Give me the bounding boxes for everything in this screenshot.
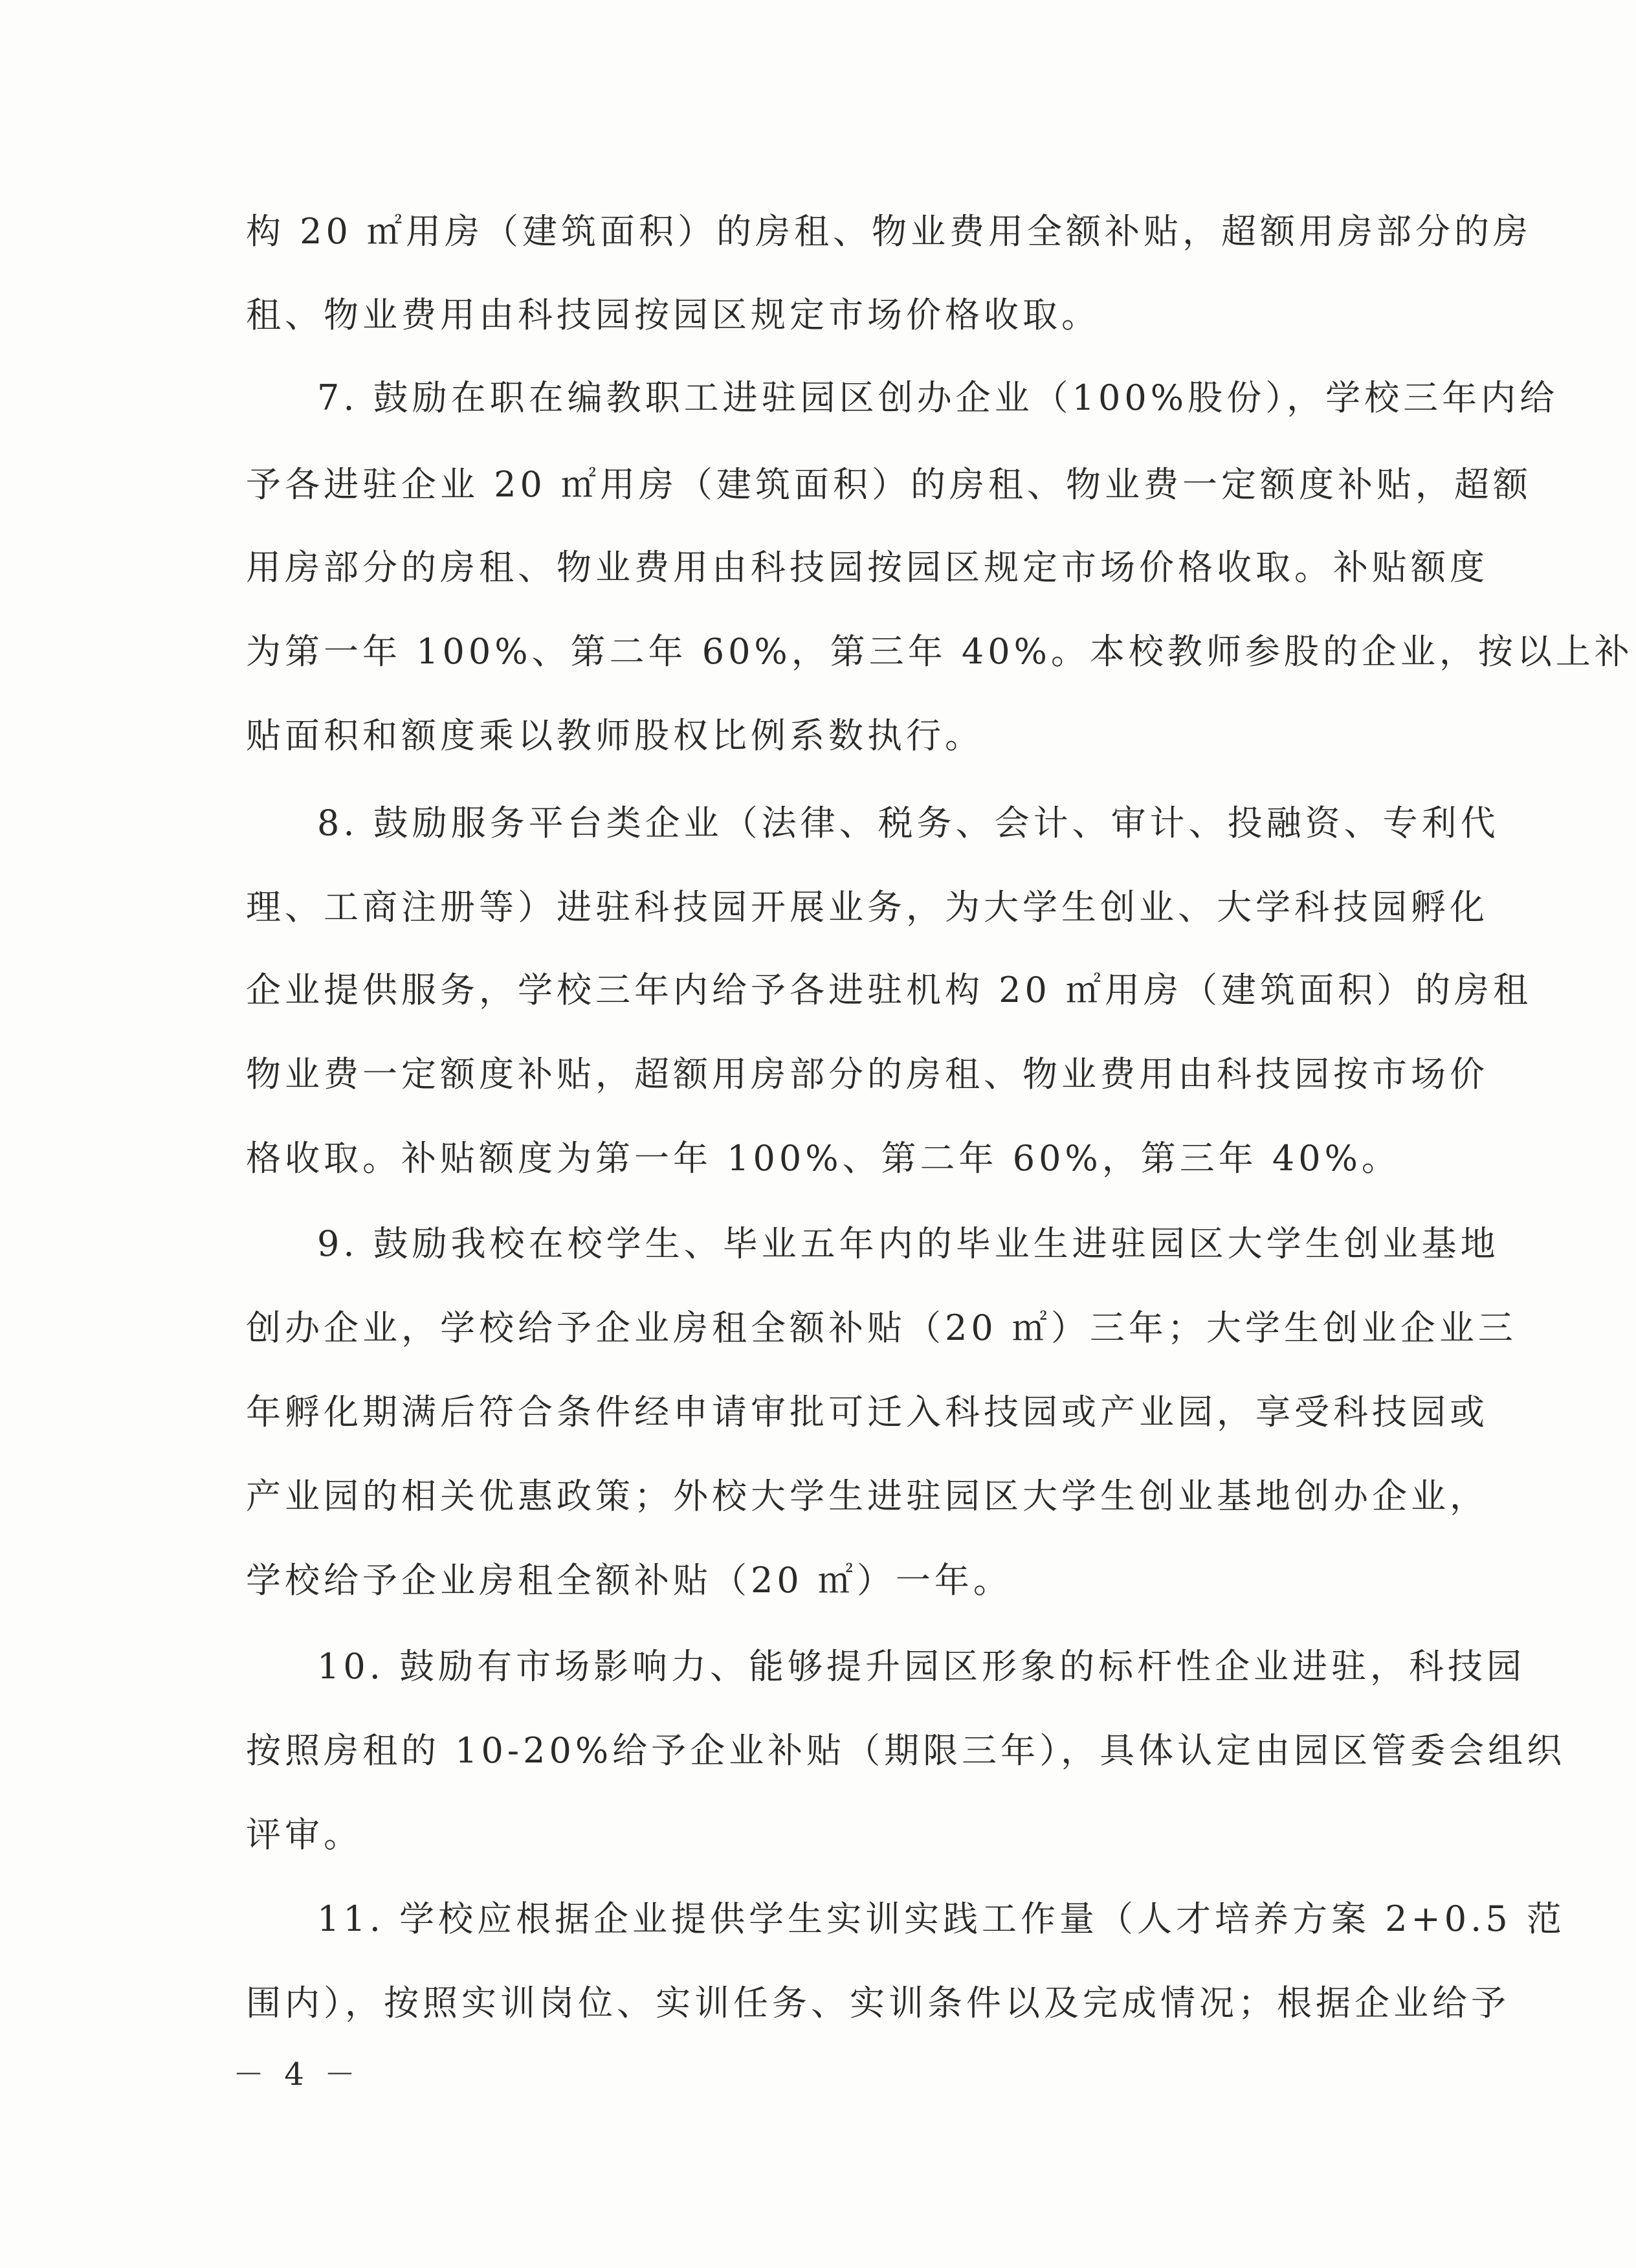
text-line: 按照房租的 10-20%给予企业补贴（期限三年），具体认定由园区管委会组织 (246, 1730, 1566, 1771)
text-line: 围内），按照实训岗位、实训任务、实训条件以及完成情况；根据企业给予 (246, 1983, 1510, 2023)
text-line: 企业提供服务，学校三年内给予各进驻机构 20 ㎡用房（建筑面积）的房租 (246, 970, 1532, 1010)
paragraph-11-start: 11. 学校应根据企业提供学生实训实践工作量（人才培养方案 2+0.5 范 (317, 1898, 1565, 1939)
text-line: 构 20 ㎡用房（建筑面积）的房租、物业费用全额补贴，超额用房部分的房 (246, 211, 1532, 252)
text-line: 理、工商注册等）进驻科技园开展业务，为大学生创业、大学科技园孵化 (246, 887, 1488, 928)
paragraph-9-start: 9. 鼓励我校在校学生、毕业五年内的毕业生进驻园区大学生创业基地 (317, 1223, 1499, 1264)
paragraph-7-start: 7. 鼓励在职在编教职工进驻园区创办企业（100%股份），学校三年内给 (317, 377, 1559, 418)
text-line: 予各进驻企业 20 ㎡用房（建筑面积）的房租、物业费一定额度补贴，超额 (246, 464, 1532, 505)
text-line: 产业园的相关优惠政策；外校大学生进驻园区大学生创业基地创办企业， (246, 1476, 1488, 1517)
text-line: 物业费一定额度补贴，超额用房部分的房租、物业费用由科技园按市场价 (246, 1054, 1488, 1095)
text-line: 贴面积和额度乘以教师股权比例系数执行。 (246, 715, 984, 756)
paragraph-8-start: 8. 鼓励服务平台类企业（法律、税务、会计、审计、投融资、专利代 (317, 803, 1499, 843)
paragraph-10-start: 10. 鼓励有市场影响力、能够提升园区形象的标杆性企业进驻，科技园 (317, 1646, 1526, 1687)
page-number: － 4 － (233, 2056, 361, 2093)
text-line: 学校给予企业房租全额补贴（20 ㎡）一年。 (246, 1560, 1012, 1601)
text-line: 评审。 (246, 1814, 362, 1855)
text-line: 创办企业，学校给予企业房租全额补贴（20 ㎡）三年；大学生创业企业三 (246, 1307, 1517, 1348)
text-line: 租、物业费用由科技园按园区规定市场价格收取。 (246, 295, 1100, 335)
text-line: 格收取。补贴额度为第一年 100%、第二年 60%，第三年 40%。 (246, 1138, 1400, 1179)
text-line: 为第一年 100%、第二年 60%，第三年 40%。本校教师参股的企业，按以上补 (246, 631, 1633, 672)
text-line: 用房部分的房租、物业费用由科技园按园区规定市场价格收取。补贴额度 (246, 547, 1488, 588)
text-line: 年孵化期满后符合条件经申请审批可迁入科技园或产业园，享受科技园或 (246, 1392, 1488, 1432)
